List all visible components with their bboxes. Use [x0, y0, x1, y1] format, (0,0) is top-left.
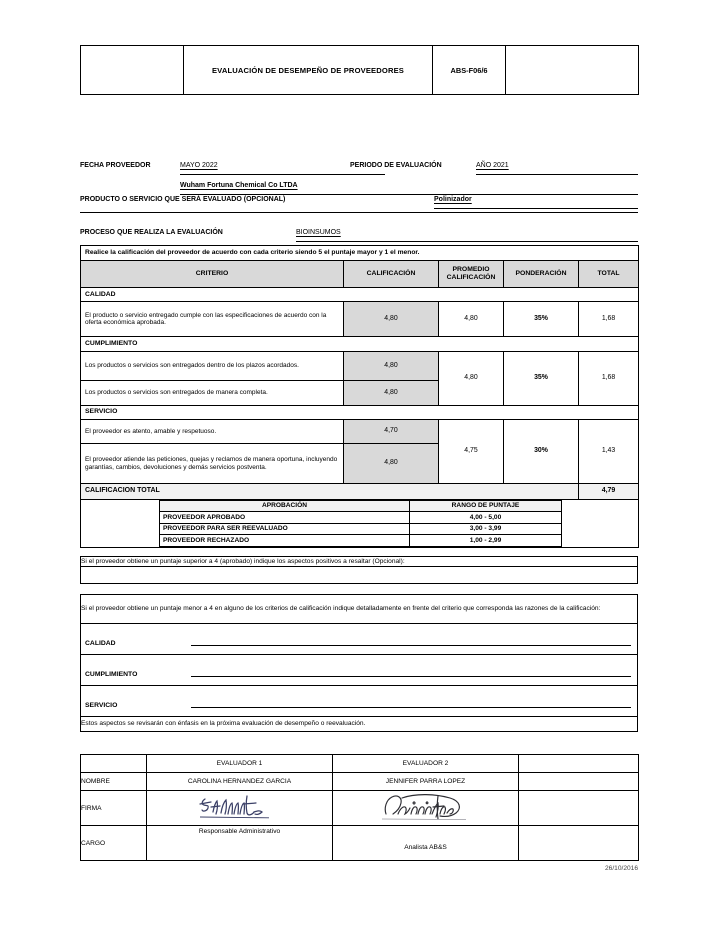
periodo-evaluacion-value[interactable]: AÑO 2021: [476, 162, 509, 169]
evaluator-2-firma-cell[interactable]: [333, 791, 519, 826]
col-header-calificacion: CALIFICACIÓN: [344, 261, 439, 288]
evaluator-1-cargo: Responsable Administrativo: [147, 826, 333, 861]
reasons-prompt-row: [81, 595, 638, 624]
grand-total-label: CALIFICACION TOTAL: [81, 484, 579, 500]
table-row: [81, 655, 638, 686]
approval-header-row: [160, 500, 562, 512]
col-header-promedio-line2: CALIFICACIÓN: [446, 274, 496, 282]
approval-ranges-table: [159, 500, 562, 547]
section-name-servicio: SERVICIO: [81, 405, 639, 419]
approval-wrapper-row: [81, 499, 639, 547]
grand-total-row: [81, 484, 639, 500]
table-row: [81, 686, 638, 717]
col-header-ponderacion: PONDERACIÓN: [504, 261, 579, 288]
evaluators-header-row: [81, 755, 639, 773]
section-weight: 30%: [504, 420, 579, 484]
document-code: ABS-F06/6: [433, 46, 506, 95]
positive-answer-row: [81, 567, 638, 584]
section-header-row: [81, 337, 639, 351]
section-name-calidad: CALIDAD: [81, 288, 639, 302]
section-total: 1,68: [579, 351, 639, 405]
table-row: [160, 512, 562, 524]
producto-servicio-rule: [434, 208, 638, 209]
reason-criterion-label: CUMPLIMIENTO: [85, 671, 138, 679]
meta-fields: [80, 95, 638, 236]
table-row: [160, 535, 562, 547]
document-title: EVALUACIÓN DE DESEMPEÑO DE PROVEEDORES: [184, 46, 433, 95]
approval-status-label: PROVEEDOR APROBADO: [160, 512, 410, 524]
evaluator-1-firma-cell[interactable]: [147, 791, 333, 826]
section-total: 1,68: [579, 302, 639, 337]
criteria-column-header-row: [81, 261, 639, 288]
approval-wrapper: [81, 499, 639, 547]
row-label-cargo: CARGO: [81, 826, 147, 861]
header-right-cell: [506, 46, 639, 95]
section-average: 4,80: [439, 351, 504, 405]
evaluator-1-header: EVALUADOR 1: [147, 755, 333, 773]
positive-aspects-block: [80, 556, 638, 585]
header-logo-cell: [81, 46, 184, 95]
criterion-description: El producto o servicio entregado cumple con las especificaciones de acuerdo con la oferta económica aprobada.: [81, 302, 344, 337]
positive-aspects-input[interactable]: [81, 567, 638, 584]
grand-total-value: 4,79: [579, 484, 639, 500]
approval-header-right: RANGO DE PUNTAJE: [410, 500, 562, 512]
criteria-table: [80, 245, 639, 548]
proceso-evaluacion-rule: [296, 241, 638, 242]
evaluators-firma-row: [81, 791, 639, 826]
approval-range-value: 3,00 - 3,99: [410, 523, 562, 535]
evaluators-spare-cell: [519, 755, 639, 773]
table-row: [81, 624, 638, 655]
periodo-evaluacion-rule: [476, 174, 638, 175]
document-header-band: [80, 45, 639, 95]
positive-prompt-row: [81, 556, 638, 567]
proveedor-name-rule: [180, 194, 638, 195]
footer-date: 26/10/2016: [604, 865, 638, 873]
periodo-evaluacion-label: PERIODO DE EVALUACIÓN: [350, 162, 442, 169]
reasons-block: [80, 594, 638, 732]
criterion-description: Los productos o servicios son entregados dentro de los plazos acordados.: [81, 351, 344, 380]
proceso-evaluacion-value[interactable]: BIOINSUMOS: [296, 229, 341, 236]
reason-input-line[interactable]: [191, 707, 631, 708]
reasons-prompt: Si el proveedor obtiene un puntaje menor a 4 en alguno de los criterios de calificación indique detalladamente en frente del criterio que corresponda las razones de la calificación:: [81, 595, 638, 624]
criterion-description: Los productos o servicios son entregados de manera completa.: [81, 380, 344, 405]
reason-criterion-label: CALIDAD: [85, 640, 116, 648]
reason-row-servicio[interactable]: [81, 686, 638, 717]
signature-icon: [374, 792, 478, 824]
reason-criterion-label: SERVICIO: [85, 702, 118, 710]
table-row: [81, 351, 639, 380]
meta-divider-rule: [80, 212, 638, 213]
col-header-promedio-line1: PROMEDIO: [452, 266, 490, 274]
evaluator-2-header: EVALUADOR 2: [333, 755, 519, 773]
approval-header-left: APROBACIÓN: [160, 500, 410, 512]
proveedor-name-value[interactable]: Wuham Fortuna Chemical Co LTDA: [180, 182, 298, 189]
document-body: [80, 45, 638, 879]
criterion-score[interactable]: 4,80: [344, 444, 439, 484]
reason-row-cumplimiento[interactable]: [81, 655, 638, 686]
table-row: [81, 420, 639, 444]
criteria-instruction: Realice la calificación del proveedor de acuerdo con cada criterio siendo 5 el puntaje mayor y 1 el menor.: [81, 246, 639, 261]
proceso-evaluacion-label: PROCESO QUE REALIZA LA EVALUACIÓN: [80, 229, 223, 236]
criterion-description: El proveedor atiende las peticiones, quejas y reclamos de manera oportuna, incluyendo garantías, cambios, devoluciones y demás servicios postventa.: [81, 444, 344, 484]
firma-spare-cell: [519, 791, 639, 826]
evaluators-corner-cell: [81, 755, 147, 773]
criterion-score[interactable]: 4,70: [344, 420, 439, 444]
col-header-total: TOTAL: [579, 261, 639, 288]
approval-status-label: PROVEEDOR PARA SER REEVALUADO: [160, 523, 410, 535]
table-row: [160, 523, 562, 535]
approval-range-value: 4,00 - 5,00: [410, 512, 562, 524]
criterion-score[interactable]: 4,80: [344, 302, 439, 337]
section-total: 1,43: [579, 420, 639, 484]
evaluator-2-nombre: JENNIFER PARRA LOPEZ: [333, 773, 519, 791]
reason-input-line[interactable]: [191, 676, 631, 677]
cargo-spare-cell: [519, 826, 639, 861]
approval-range-value: 1,00 - 2,99: [410, 535, 562, 547]
criterion-score[interactable]: 4,80: [344, 380, 439, 405]
section-header-row: [81, 405, 639, 419]
evaluator-2-cargo: Analista AB&S: [333, 826, 519, 861]
row-label-nombre: NOMBRE: [81, 773, 147, 791]
producto-servicio-label: PRODUCTO O SERVICIO QUE SERÁ EVALUADO (OPCIONAL): [80, 196, 286, 203]
section-average: 4,80: [439, 302, 504, 337]
col-header-promedio-calificacion: [439, 261, 504, 288]
reason-row-calidad[interactable]: [81, 624, 638, 655]
reason-input-line[interactable]: [191, 645, 631, 646]
criteria-instruction-row: [81, 246, 639, 261]
reasons-footer-row: [81, 717, 638, 732]
evaluators-cargo-row: [81, 826, 639, 861]
table-row: [81, 302, 639, 337]
section-weight: 35%: [504, 351, 579, 405]
criterion-score[interactable]: 4,80: [344, 351, 439, 380]
fecha-proveedor-rule: [180, 174, 385, 175]
producto-servicio-value[interactable]: Polinizador: [434, 196, 472, 203]
evaluators-table: [80, 754, 639, 861]
positive-aspects-prompt: Si el proveedor obtiene un puntaje superior a 4 (aprobado) indique los aspectos positivos a resaltar (Opcional):: [81, 556, 638, 567]
evaluator-1-nombre: CAROLINA HERNANDEZ GARCIA: [147, 773, 333, 791]
fecha-proveedor-label: FECHA PROVEEDOR: [80, 162, 151, 169]
section-weight: 35%: [504, 302, 579, 337]
section-average: 4,75: [439, 420, 504, 484]
section-header-row: [81, 288, 639, 302]
approval-status-label: PROVEEDOR RECHAZADO: [160, 535, 410, 547]
fecha-proveedor-value[interactable]: MAYO 2022: [180, 162, 218, 169]
row-label-firma: FIRMA: [81, 791, 147, 826]
col-header-criterio: CRITERIO: [81, 261, 344, 288]
section-name-cumplimiento: CUMPLIMIENTO: [81, 337, 639, 351]
nombre-spare-cell: [519, 773, 639, 791]
criterion-description: El proveedor es atento, amable y respetuoso.: [81, 420, 344, 444]
evaluators-nombre-row: [81, 773, 639, 791]
signature-icon: [197, 793, 283, 823]
reasons-footer-note: Estos aspectos se revisarán con énfasis en la próxima evaluación de desempeño o reevaluación.: [81, 717, 638, 732]
